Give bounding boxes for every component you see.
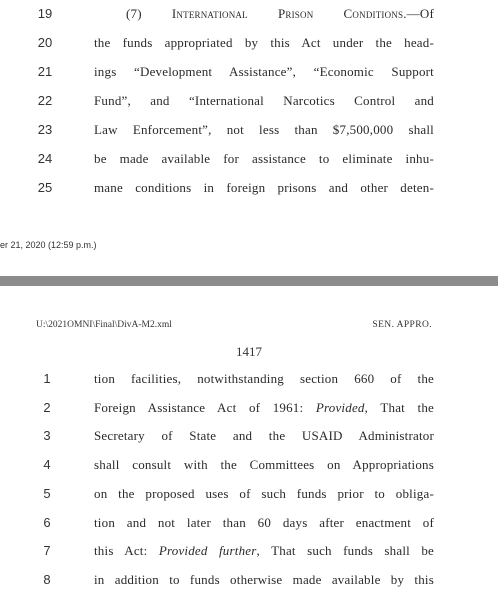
document-page-bottom <box>0 286 498 598</box>
page-number: 1417 <box>236 344 262 359</box>
text-run: Foreign Assistance Act of 1961: <box>94 399 316 415</box>
text-run: in addition to funds otherwise made available by this <box>94 571 434 587</box>
line-number: 2 <box>43 399 51 415</box>
text-run: mane conditions in foreign prisons and other deten- <box>94 180 434 195</box>
line-number: 4 <box>43 457 51 473</box>
line-text <box>94 64 434 80</box>
text-run: tion and not later than 60 days after enactment of <box>94 514 434 530</box>
line-text <box>126 6 434 22</box>
text-line <box>0 457 498 477</box>
italic-text: Provided further <box>158 543 257 559</box>
line-number: 1 <box>43 371 51 386</box>
line-text <box>94 35 434 51</box>
line-text <box>94 515 434 531</box>
text-line <box>0 428 498 448</box>
text-line <box>0 64 498 84</box>
text-run: (7) <box>126 6 172 21</box>
line-number: 22 <box>37 93 53 108</box>
text-line <box>0 486 498 506</box>
line-number: 23 <box>37 122 53 137</box>
text-run: , That such funds shall be <box>256 543 435 559</box>
text-run: Fund”, and “International Narcotics Control and <box>94 93 434 108</box>
line-number: 19 <box>37 6 53 21</box>
text-line <box>0 122 498 142</box>
line-text <box>94 371 434 387</box>
text-run: be made available for assistance to eliminate inhu- <box>94 151 434 166</box>
line-text <box>94 543 434 559</box>
text-line <box>0 180 498 200</box>
text-run: this Act: <box>94 543 159 559</box>
text-line <box>0 151 498 171</box>
text-line <box>0 543 498 563</box>
text-line <box>0 371 498 391</box>
text-run: Secretary of State and the USAID Administrator <box>94 428 434 444</box>
line-text <box>94 93 434 109</box>
line-text <box>94 180 434 196</box>
header-file-path: U:\2021OMNI\Final\DivA-M2.xml <box>36 320 172 330</box>
text-run: Law Enforcement”, not less than $7,500,000 shall <box>94 122 434 137</box>
line-text <box>94 151 434 167</box>
line-number: 25 <box>37 180 53 195</box>
line-number: 24 <box>37 151 53 166</box>
line-number: 21 <box>37 64 53 79</box>
line-text <box>94 428 434 444</box>
line-number: 3 <box>43 428 51 444</box>
text-line <box>0 572 498 592</box>
text-line <box>0 6 498 26</box>
text-line <box>0 93 498 113</box>
line-number: 5 <box>43 485 51 501</box>
line-number: 7 <box>43 543 51 559</box>
text-run: , That the <box>364 399 434 415</box>
document-page-top <box>0 0 498 276</box>
line-text <box>94 400 434 416</box>
line-text <box>94 486 434 502</box>
line-text <box>94 572 434 588</box>
text-line <box>0 515 498 535</box>
line-number: 8 <box>43 571 51 587</box>
small-caps-heading: International Prison Conditions <box>171 6 404 21</box>
timestamp: er 21, 2020 (12:59 p.m.) <box>0 240 97 250</box>
line-text <box>94 122 434 138</box>
text-run: on the proposed uses of such funds prior to obliga- <box>94 485 434 501</box>
text-line <box>0 35 498 55</box>
text-run: tion facilities, notwithstanding section 660 of the <box>94 371 434 386</box>
line-number: 6 <box>43 514 51 530</box>
text-line <box>0 400 498 420</box>
text-run: shall consult with the Committees on Appropriations <box>94 457 434 473</box>
line-number: 20 <box>37 35 53 50</box>
text-run: the funds appropriated by this Act under the head- <box>94 35 434 50</box>
page-separator <box>0 276 498 286</box>
header-title: SEN. APPRO. <box>372 320 432 330</box>
text-run: .—Of <box>403 6 434 21</box>
text-run: ings “Development Assistance”, “Economic Support <box>94 64 434 79</box>
italic-text: Provided <box>315 399 365 415</box>
line-text <box>94 457 434 473</box>
